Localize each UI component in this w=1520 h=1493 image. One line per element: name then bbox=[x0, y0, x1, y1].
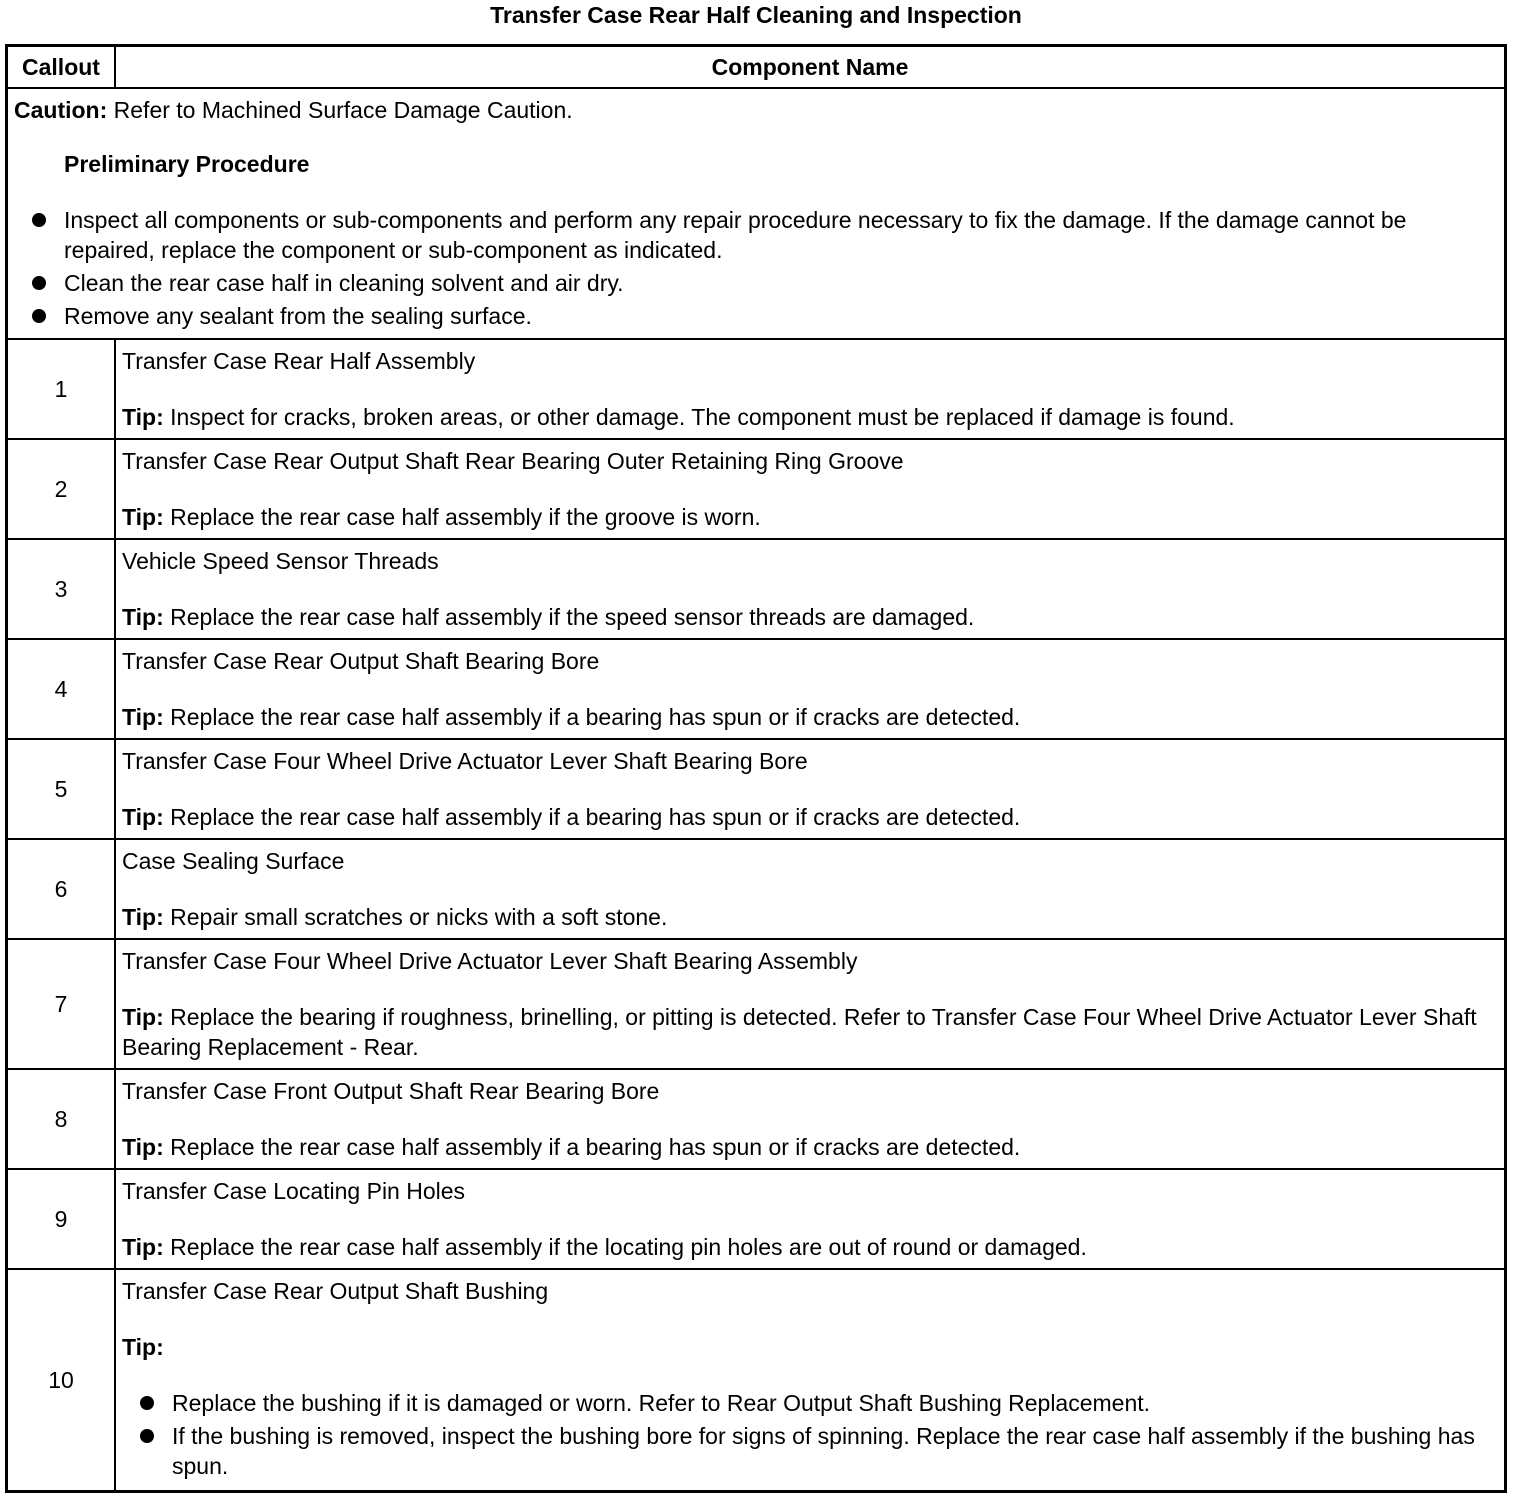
bullet-icon bbox=[32, 213, 46, 227]
tip-text: Repair small scratches or nicks with a soft stone. bbox=[163, 904, 668, 930]
tip-line bbox=[122, 1002, 1498, 1062]
inspection-table bbox=[5, 44, 1507, 1493]
component-cell bbox=[115, 939, 1506, 1069]
component-cell bbox=[115, 1069, 1506, 1169]
callout-number: 4 bbox=[7, 639, 116, 739]
tip-bullet-list bbox=[122, 1388, 1498, 1481]
callout-number: 3 bbox=[7, 539, 116, 639]
tip-text: Replace the rear case half assembly if the locating pin holes are out of round or damaged. bbox=[163, 1234, 1087, 1260]
table-row bbox=[7, 739, 1506, 839]
tip-label: Tip: bbox=[122, 504, 164, 530]
callout-header: Callout bbox=[7, 46, 116, 89]
tip-line bbox=[122, 802, 1498, 832]
table-row bbox=[7, 839, 1506, 939]
callout-number: 2 bbox=[7, 439, 116, 539]
tip-line bbox=[122, 502, 1498, 532]
bullet-text: Clean the rear case half in cleaning solvent and air dry. bbox=[64, 270, 624, 296]
component-cell bbox=[115, 339, 1506, 439]
tip-label: Tip: bbox=[122, 604, 164, 630]
bullet-item bbox=[122, 1388, 1498, 1418]
component-cell bbox=[115, 1269, 1506, 1492]
component-cell bbox=[115, 639, 1506, 739]
callout-number: 6 bbox=[7, 839, 116, 939]
tip-label: Tip: bbox=[122, 1334, 164, 1360]
tip-label: Tip: bbox=[122, 904, 164, 930]
bullet-text: Remove any sealant from the sealing surface. bbox=[64, 303, 532, 329]
tip-text: Replace the rear case half assembly if a bearing has spun or if cracks are detected. bbox=[163, 804, 1021, 830]
tip-text: Replace the rear case half assembly if the speed sensor threads are damaged. bbox=[163, 604, 975, 630]
bullet-item bbox=[14, 268, 1498, 298]
table-row bbox=[7, 939, 1506, 1069]
component-cell bbox=[115, 539, 1506, 639]
bullet-icon bbox=[32, 309, 46, 323]
component-name: Transfer Case Rear Half Assembly bbox=[122, 348, 476, 374]
component-cell bbox=[115, 439, 1506, 539]
caution-line bbox=[14, 95, 1498, 125]
component-name: Transfer Case Front Output Shaft Rear Bearing Bore bbox=[122, 1078, 660, 1104]
component-name: Transfer Case Locating Pin Holes bbox=[122, 1178, 466, 1204]
tip-text: Replace the bearing if roughness, brinelling, or pitting is detected. Refer to Transfer Case Four Wheel Drive Actuator Lever Shaft Bearing Replacement - Rear. bbox=[122, 1004, 1477, 1060]
table-row bbox=[7, 639, 1506, 739]
page-title: Transfer Case Rear Half Cleaning and Inspection bbox=[490, 2, 1022, 28]
component-name: Transfer Case Four Wheel Drive Actuator Lever Shaft Bearing Bore bbox=[122, 748, 808, 774]
component-cell bbox=[115, 839, 1506, 939]
component-name-header: Component Name bbox=[115, 46, 1506, 89]
bullet-text: If the bushing is removed, inspect the bushing bore for signs of spinning. Replace the rear case half assembly if the bushing has spun. bbox=[172, 1423, 1475, 1479]
preliminary-procedure-heading: Preliminary Procedure bbox=[64, 151, 310, 177]
tip-label: Tip: bbox=[122, 804, 164, 830]
caution-row bbox=[7, 88, 1506, 339]
tip-label: Tip: bbox=[122, 704, 164, 730]
bullet-text: Replace the bushing if it is damaged or worn. Refer to Rear Output Shaft Bushing Replacement. bbox=[172, 1390, 1151, 1416]
callout-number: 7 bbox=[7, 939, 116, 1069]
tip-label: Tip: bbox=[122, 1134, 164, 1160]
component-cell bbox=[115, 739, 1506, 839]
component-name: Transfer Case Rear Output Shaft Bearing Bore bbox=[122, 648, 600, 674]
table-row bbox=[7, 1069, 1506, 1169]
tip-text: Replace the rear case half assembly if a bearing has spun or if cracks are detected. bbox=[163, 704, 1021, 730]
component-name: Transfer Case Four Wheel Drive Actuator Lever Shaft Bearing Assembly bbox=[122, 948, 858, 974]
tip-text: Replace the rear case half assembly if a bearing has spun or if cracks are detected. bbox=[163, 1134, 1021, 1160]
tip-label: Tip: bbox=[122, 404, 164, 430]
bullet-item bbox=[122, 1421, 1498, 1481]
bullet-item bbox=[14, 205, 1498, 265]
tip-line bbox=[122, 602, 1498, 632]
component-name: Case Sealing Surface bbox=[122, 848, 345, 874]
tip-text: Inspect for cracks, broken areas, or other damage. The component must be replaced if damage is found. bbox=[163, 404, 1235, 430]
tip-label: Tip: bbox=[122, 1004, 164, 1030]
preliminary-bullet-list bbox=[14, 205, 1498, 331]
caution-text: Refer to Machined Surface Damage Caution. bbox=[107, 97, 573, 123]
callout-number: 10 bbox=[7, 1269, 116, 1492]
table-row bbox=[7, 539, 1506, 639]
callout-number: 9 bbox=[7, 1169, 116, 1269]
caution-cell bbox=[7, 88, 1506, 339]
bullet-icon bbox=[140, 1429, 154, 1443]
table-row bbox=[7, 439, 1506, 539]
tip-line bbox=[122, 1132, 1498, 1162]
bullet-text: Inspect all components or sub-components and perform any repair procedure necessary to fix the damage. If the damage cannot be repaired, replace the component or sub-component as indicated. bbox=[64, 207, 1407, 263]
bullet-icon bbox=[140, 1396, 154, 1410]
callout-number: 8 bbox=[7, 1069, 116, 1169]
tip-line bbox=[122, 902, 1498, 932]
table-row bbox=[7, 1269, 1506, 1492]
table-row bbox=[7, 339, 1506, 439]
tip-line bbox=[122, 702, 1498, 732]
component-name: Transfer Case Rear Output Shaft Rear Bearing Outer Retaining Ring Groove bbox=[122, 448, 904, 474]
bullet-icon bbox=[32, 276, 46, 290]
bullet-item bbox=[14, 301, 1498, 331]
caution-label: Caution: bbox=[14, 97, 108, 123]
component-name: Transfer Case Rear Output Shaft Bushing bbox=[122, 1278, 549, 1304]
tip-label: Tip: bbox=[122, 1234, 164, 1260]
tip-line bbox=[122, 402, 1498, 432]
callout-number: 1 bbox=[7, 339, 116, 439]
tip-text: Replace the rear case half assembly if the groove is worn. bbox=[163, 504, 761, 530]
header-row bbox=[7, 46, 1506, 89]
component-name: Vehicle Speed Sensor Threads bbox=[122, 548, 439, 574]
table-row bbox=[7, 1169, 1506, 1269]
tip-line bbox=[122, 1232, 1498, 1262]
component-cell bbox=[115, 1169, 1506, 1269]
callout-number: 5 bbox=[7, 739, 116, 839]
